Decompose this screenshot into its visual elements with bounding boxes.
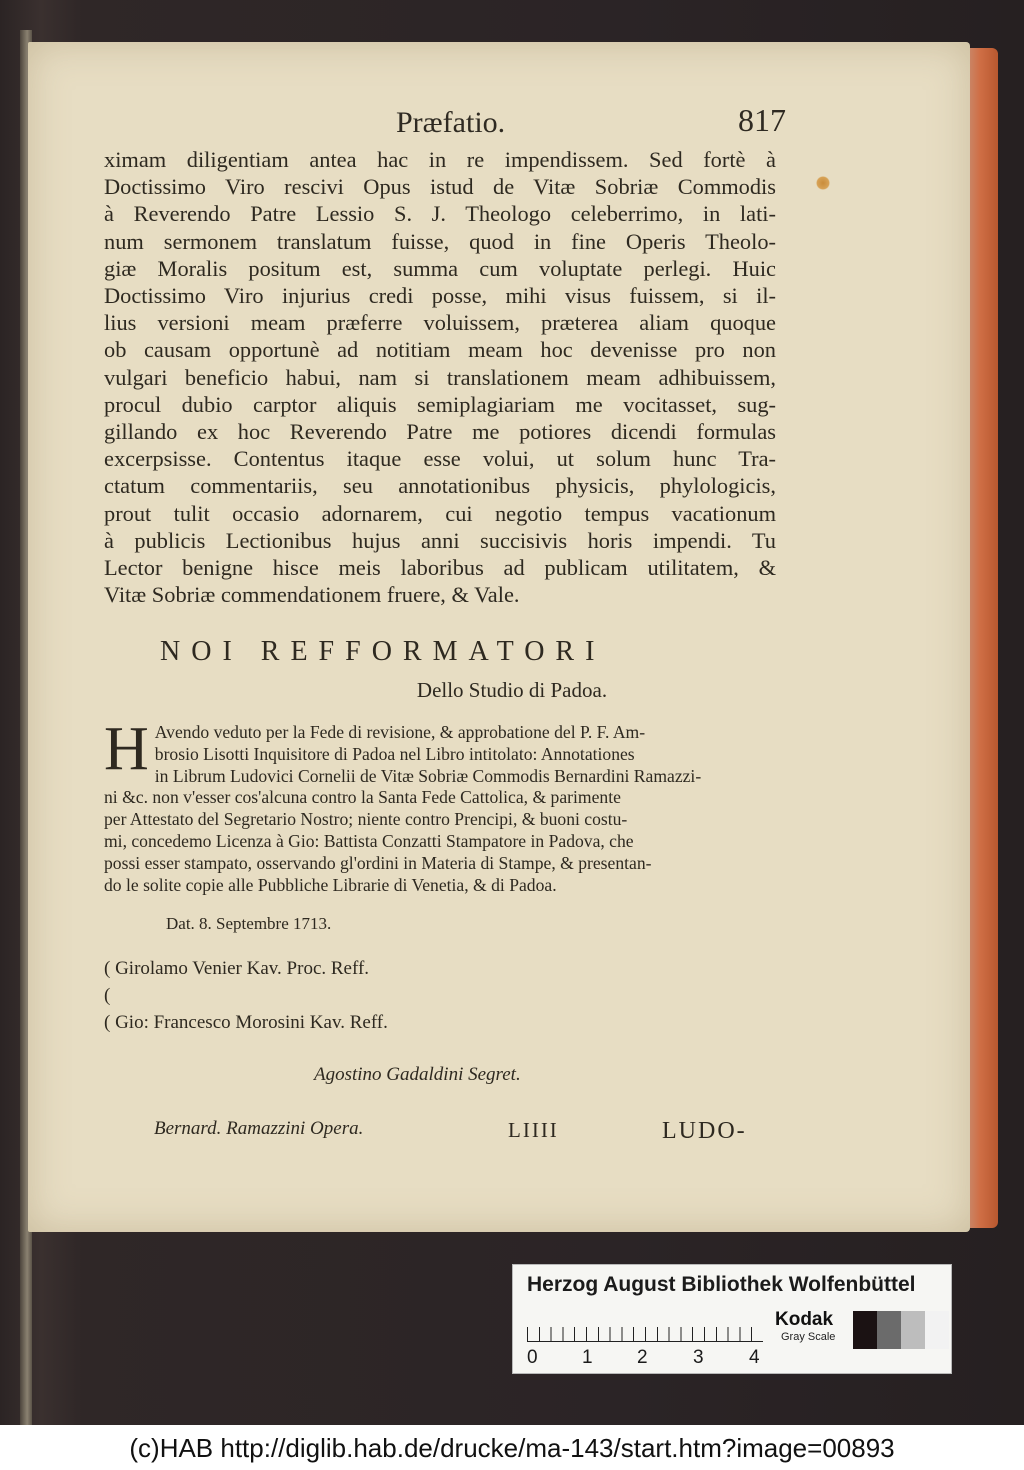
ruler-number: 0: [527, 1347, 538, 1368]
decree-line: brosio Lisotti Inquisitore di Padoa nel Libro intitolato: Annotationes: [154, 743, 635, 764]
text-line: Lector benigne hisce meis laboribus ad publicam utilitatem, &: [104, 555, 776, 581]
signature-morosini: ( Gio: Francesco Morosini Kav. Reff.: [104, 1012, 388, 1033]
section-subheading: Dello Studio di Padoa.: [416, 678, 608, 702]
source-url-caption: (c)HAB http://diglib.hab.de/drucke/ma-143/start.htm?image=00893: [129, 1433, 895, 1463]
decree-line: ni &c. non v'esser cos'alcuna contro la Santa Fede Cattolica, & parimente: [104, 787, 621, 808]
decree-line: possi esser stampato, osservando gl'ordini in Materia di Stampe, & presentan-: [104, 852, 652, 873]
gray-swatch: [853, 1311, 877, 1349]
page-fore-edge: [968, 48, 998, 1228]
ruler-number: 4: [749, 1347, 760, 1368]
library-color-chart: [512, 1264, 952, 1374]
page-footer: [0, 1118, 1024, 1148]
scale-ruler: [527, 1311, 763, 1342]
page-header: [0, 102, 1024, 142]
ruler-numbers: [523, 1347, 773, 1369]
text-line: giæ Moralis positum est, summa cum voluptate perlegi. Huic: [104, 255, 776, 281]
decree-line: Avendo veduto per la Fede di revisione, & approbatione del P. F. Am-: [154, 722, 646, 742]
page-number: 817: [738, 102, 786, 138]
gray-scale-label: Gray Scale: [781, 1331, 836, 1343]
decree-line: do le solite copie alle Pubbliche Librarie di Venetia, & di Padoa.: [104, 874, 557, 895]
gray-swatch: [925, 1311, 949, 1349]
gray-swatches: [853, 1311, 949, 1349]
library-name: Herzog August Bibliothek Wolfenbüttel: [527, 1273, 916, 1296]
text-line: Vitæ Sobriæ commendationem fruere, & Vale.: [104, 582, 520, 608]
text-line: gillando ex hoc Reverendo Patre me potiores dicendi formulas: [104, 419, 776, 445]
decree-date: Dat. 8. Septembre 1713.: [166, 914, 332, 933]
paper-stain: [816, 176, 830, 190]
text-line: ctatum commentariis, seu annotationibus physicis, phylologicis,: [104, 473, 776, 499]
decree-line: per Attestato del Segretario Nostro; niente contro Prencipi, & buoni costu-: [104, 809, 628, 830]
text-line: Doctissimo Viro injurius credi posse, mihi visus fuissem, si il-: [104, 283, 776, 309]
text-line: vulgari beneficio habui, nam si translationem meam adhibuissem,: [104, 364, 776, 390]
preface-text: [104, 146, 776, 608]
ruler-number: 3: [693, 1347, 704, 1368]
decree-line: in Librum Ludovici Cornelii de Vitæ Sobriæ Commodis Bernardini Ramazzi-: [154, 765, 702, 786]
section-heading: NOI REFFORMATORI: [160, 636, 606, 667]
signature-bracket: (: [104, 985, 111, 1006]
ruler-number: 2: [637, 1347, 648, 1368]
text-line: ximam diligentiam antea hac in re impendissem. Sed fortè à: [104, 147, 776, 172]
text-line: ob causam opportunè ad notitiam meam hoc devenisse pro non: [104, 337, 776, 363]
text-line: excerpsisse. Contentus itaque esse volui, ut solum hunc Tra-: [104, 446, 776, 472]
catchword: LUDO-: [662, 1118, 747, 1144]
text-line: num sermonem translatum fuisse, quod in fine Operis Theolo-: [104, 228, 776, 254]
text-line: lius versioni meam præferre voluissem, præterea aliam quoque: [104, 310, 776, 336]
text-line: Doctissimo Viro rescivi Opus istud de Vitæ Sobriæ Commodis: [104, 174, 776, 200]
secretary-signature: Agostino Gadaldini Segret.: [314, 1064, 521, 1085]
caption-bar: [0, 1425, 1024, 1470]
license-decree: [104, 715, 776, 896]
footer-work-title: Bernard. Ramazzini Opera.: [154, 1118, 364, 1139]
text-line: procul dubio carptor aliquis semiplagiariam me vocitasset, sug-: [104, 391, 776, 417]
drop-cap: H: [104, 715, 149, 783]
signature-mark: LIIII: [508, 1118, 559, 1142]
gray-swatch: [901, 1311, 925, 1349]
signature-venier: ( Girolamo Venier Kav. Proc. Reff.: [104, 958, 370, 979]
text-line: à Reverendo Patre Lessio S. J. Theologo celeberrimo, in lati-: [104, 201, 776, 227]
text-line: à publicis Lectionibus hujus anni succisivis horis impendi. Tu: [104, 527, 776, 553]
ruler-number: 1: [582, 1347, 593, 1368]
decree-line: mi, concedemo Licenza à Gio: Battista Conzatti Stampatore in Padova, che: [104, 830, 634, 851]
gray-swatch: [877, 1311, 901, 1349]
kodak-logo: Kodak: [775, 1309, 834, 1330]
text-line: prout tulit occasio adornarem, cui negotio tempus vacationum: [104, 500, 776, 526]
running-title: Præfatio.: [396, 106, 506, 139]
